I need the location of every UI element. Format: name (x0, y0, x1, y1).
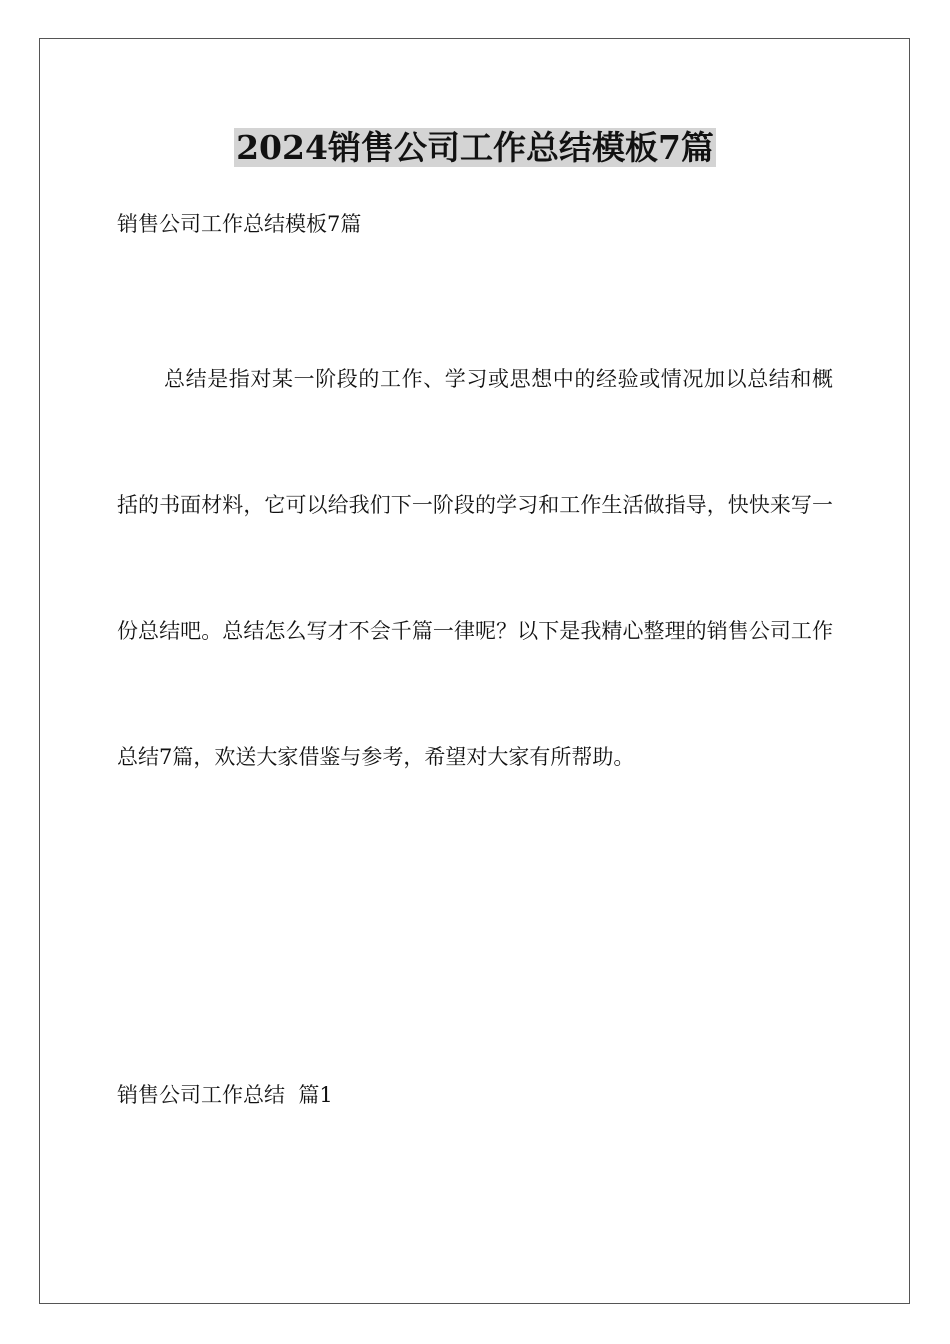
document-subtitle: 销售公司工作总结模板7篇 (117, 212, 362, 236)
document-title (0, 124, 950, 172)
intro-paragraph: 总结是指对某一阶段的工作、学习或思想中的经验或情况加以总结和概括的书面材料，它可以给我们下一阶段的学习和工作生活做指导，快快来写一份总结吧。总结怎么写才不会千篇一律呢？以下是我精心整理的销售公司工作总结7篇，欢送大家借鉴与参考，希望对大家有所帮助。 (117, 367, 833, 769)
section-heading: 销售公司工作总结 篇1 (117, 1083, 333, 1107)
document-title-text: 2024销售公司工作总结模板7篇 (236, 128, 714, 167)
